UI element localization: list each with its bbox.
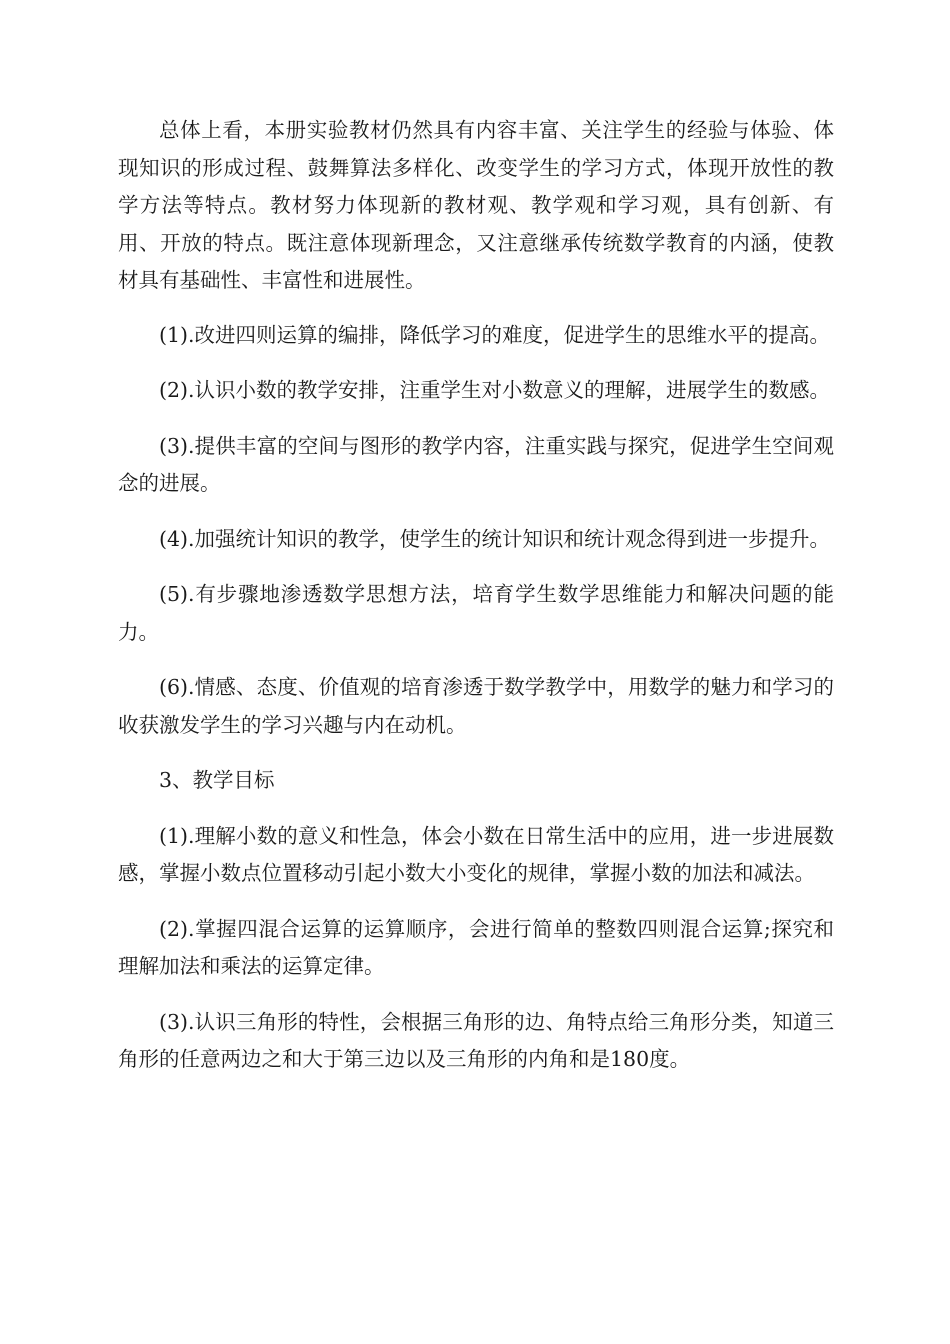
paragraph-goal-3: (3).认识三角形的特性，会根据三角形的边、角特点给三角形分类，知道三角形的任意两边之和大于第三边以及三角形的内角和是180度。 bbox=[118, 1009, 834, 1071]
paragraph-item-2: (2).认识小数的教学安排，注重学生对小数意义的理解，进展学生的数感。 bbox=[159, 378, 831, 402]
paragraph-item-6: (6).情感、态度、价值观的培育渗透于数学教学中，用数学的魅力和学习的收获激发学生的学习兴趣与内在动机。 bbox=[118, 675, 834, 737]
paragraph-goal-1: (1).理解小数的意义和性急，体会小数在日常生活中的应用，进一步进展数感，掌握小数点位置移动引起小数大小变化的规律，掌握小数的加法和减法。 bbox=[118, 823, 834, 885]
paragraph-overview: 总体上看，本册实验教材仍然具有内容丰富、关注学生的经验与体验、体现知识的形成过程、鼓舞算法多样化、改变学生的学习方式，体现开放性的教学方法等特点。教材努力体现新的教材观、教学观和学习观，具有创新、有用、开放的特点。既注意体现新理念，又注意继承传统数学教育的内涵，使教材具有基础性、丰富性和进展性。 bbox=[118, 118, 834, 292]
paragraph-goal-2: (2).掌握四混合运算的运算顺序，会进行简单的整数四则混合运算;探究和理解加法和乘法的运算定律。 bbox=[118, 916, 834, 978]
paragraph-item-4: (4).加强统计知识的教学，使学生的统计知识和统计观念得到进一步提升。 bbox=[159, 526, 831, 551]
document-page bbox=[118, 112, 834, 1079]
paragraph-item-5: (5).有步骤地渗透数学思想方法，培育学生数学思维能力和解决问题的能力。 bbox=[118, 582, 834, 644]
paragraph-item-1: (1).改进四则运算的编排，降低学习的难度，促进学生的思维水平的提高。 bbox=[159, 322, 831, 347]
section-heading-teaching-goals: 3、教学目标 bbox=[159, 768, 275, 792]
paragraph-item-3: (3).提供丰富的空间与图形的教学内容，注重实践与探究，促进学生空间观念的进展。 bbox=[118, 433, 834, 495]
